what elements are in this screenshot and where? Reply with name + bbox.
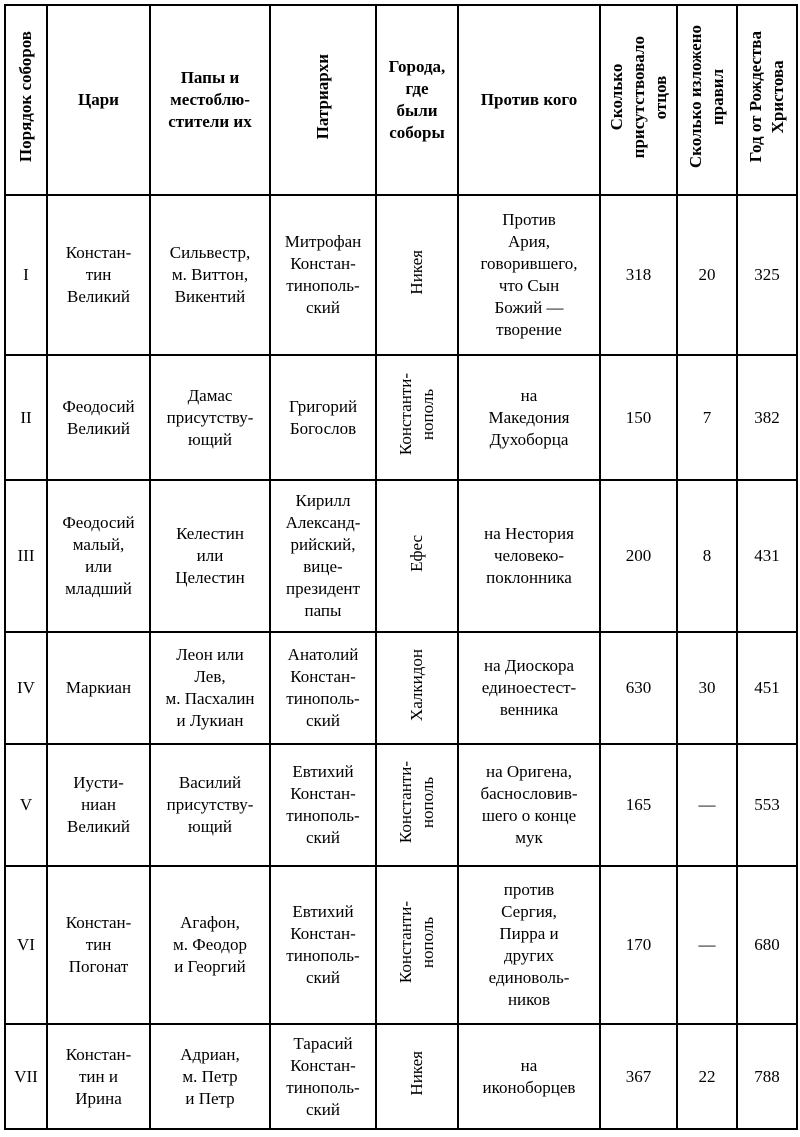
cell-against: на иконоборцев — [458, 1024, 600, 1129]
cell-city: Халкидон — [376, 632, 458, 744]
table-row — [5, 866, 797, 1024]
cell-fathers: 318 — [600, 195, 677, 355]
cell-rules: — — [677, 744, 737, 866]
header-fathers: Сколько присутствовало отцов — [600, 5, 677, 195]
cell-tsar: Иусти- ниан Великий — [47, 744, 150, 866]
cell-fathers: 200 — [600, 480, 677, 632]
cell-against: на Диоскора единоестест- венника — [458, 632, 600, 744]
cell-against: против Сергия, Пирра и других единоволь- ников — [458, 866, 600, 1024]
cell-year: 325 — [737, 195, 797, 355]
cell-year: 431 — [737, 480, 797, 632]
cell-order: III — [5, 480, 47, 632]
cell-pope: Келестин или Целестин — [150, 480, 270, 632]
cell-rules: 7 — [677, 355, 737, 480]
table-row — [5, 355, 797, 480]
header-patriarchs: Патриархи — [270, 5, 376, 195]
cell-pope: Агафон, м. Феодор и Георгий — [150, 866, 270, 1024]
cell-city: Константи- нополь — [376, 744, 458, 866]
cell-order: IV — [5, 632, 47, 744]
cell-order: I — [5, 195, 47, 355]
cell-patriarch: Григорий Богослов — [270, 355, 376, 480]
table-row — [5, 480, 797, 632]
cell-order: V — [5, 744, 47, 866]
cell-city: Никея — [376, 195, 458, 355]
cell-city: Никея — [376, 1024, 458, 1129]
cell-against: на Македония Духоборца — [458, 355, 600, 480]
cell-rules: — — [677, 866, 737, 1024]
cell-year: 788 — [737, 1024, 797, 1129]
cell-rules: 20 — [677, 195, 737, 355]
table-row — [5, 195, 797, 355]
cell-year: 451 — [737, 632, 797, 744]
cell-order: VII — [5, 1024, 47, 1129]
cell-city: Ефес — [376, 480, 458, 632]
cell-order: II — [5, 355, 47, 480]
cell-against: на Нестория человеко- поклонника — [458, 480, 600, 632]
cell-pope: Сильвестр, м. Виттон, Викентий — [150, 195, 270, 355]
cell-pope: Василий присутству- ющий — [150, 744, 270, 866]
cell-order: VI — [5, 866, 47, 1024]
cell-year: 382 — [737, 355, 797, 480]
cell-patriarch: Евтихий Констан- тинополь- ский — [270, 744, 376, 866]
councils-table — [4, 4, 798, 1130]
cell-fathers: 165 — [600, 744, 677, 866]
header-row — [5, 5, 797, 195]
cell-year: 553 — [737, 744, 797, 866]
header-rules: Сколько изложено правил — [677, 5, 737, 195]
cell-patriarch: Анатолий Констан- тинополь- ский — [270, 632, 376, 744]
cell-pope: Леон или Лев, м. Пасхалин и Лукиан — [150, 632, 270, 744]
cell-year: 680 — [737, 866, 797, 1024]
cell-fathers: 367 — [600, 1024, 677, 1129]
cell-pope: Дамас присутству- ющий — [150, 355, 270, 480]
cell-tsar: Маркиан — [47, 632, 150, 744]
header-against: Против кого — [458, 5, 600, 195]
cell-tsar: Феодосий Великий — [47, 355, 150, 480]
header-cities: Города, где были соборы — [376, 5, 458, 195]
cell-city: Константи- нополь — [376, 355, 458, 480]
cell-fathers: 630 — [600, 632, 677, 744]
cell-tsar: Феодосий малый, или младший — [47, 480, 150, 632]
cell-tsar: Констан- тин Погонат — [47, 866, 150, 1024]
header-year: Год от Рождества Христова — [737, 5, 797, 195]
cell-city: Константи- нополь — [376, 866, 458, 1024]
table-row — [5, 1024, 797, 1129]
cell-tsar: Констан- тин Великий — [47, 195, 150, 355]
table-row — [5, 744, 797, 866]
cell-against: Против Ария, говорившего, что Сын Божий — творение — [458, 195, 600, 355]
cell-fathers: 170 — [600, 866, 677, 1024]
cell-patriarch: Евтихий Констан- тинополь- ский — [270, 866, 376, 1024]
cell-rules: 22 — [677, 1024, 737, 1129]
cell-patriarch: Тарасий Констан- тинополь- ский — [270, 1024, 376, 1129]
cell-rules: 30 — [677, 632, 737, 744]
header-popes: Папы и местоблю- стители их — [150, 5, 270, 195]
cell-pope: Адриан, м. Петр и Петр — [150, 1024, 270, 1129]
cell-against: на Оригена, баснословив- шего о конце мук — [458, 744, 600, 866]
table-row — [5, 632, 797, 744]
header-order: Порядок соборов — [5, 5, 47, 195]
header-tsars: Цари — [47, 5, 150, 195]
cell-rules: 8 — [677, 480, 737, 632]
cell-patriarch: Кирилл Александ- рийский, вице- президент папы — [270, 480, 376, 632]
cell-fathers: 150 — [600, 355, 677, 480]
cell-patriarch: Митрофан Констан- тинополь- ский — [270, 195, 376, 355]
cell-tsar: Констан- тин и Ирина — [47, 1024, 150, 1129]
